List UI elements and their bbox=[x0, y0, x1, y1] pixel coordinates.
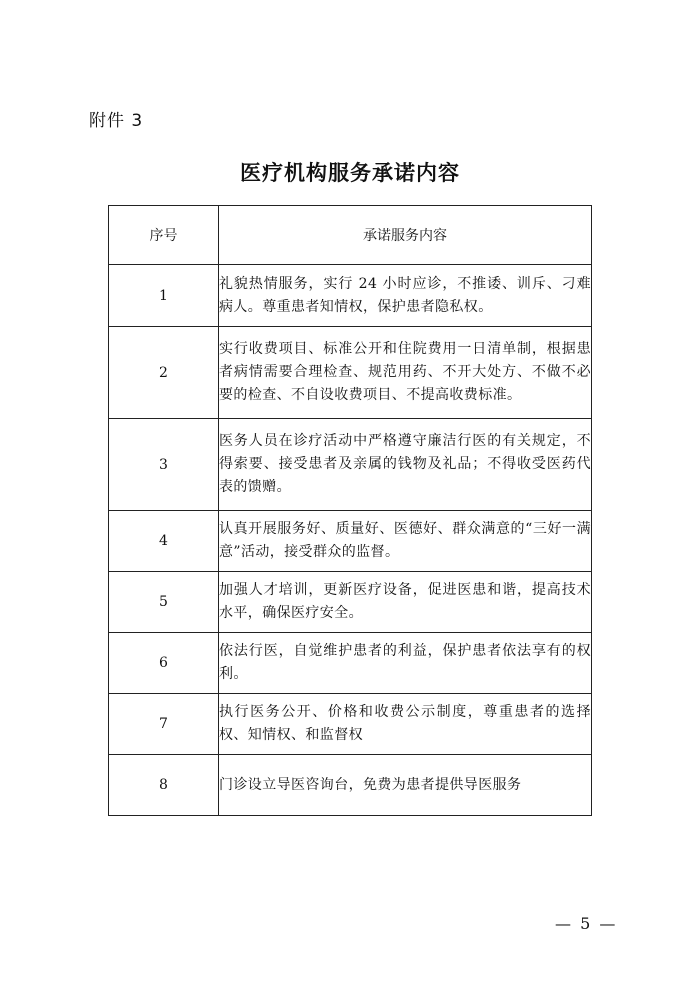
row-number: 4 bbox=[109, 511, 219, 572]
row-content: 依法行医，自觉维护患者的利益，保护患者依法享有的权利。 bbox=[219, 633, 592, 694]
row-number: 1 bbox=[109, 265, 219, 327]
row-content: 门诊设立导医咨询台，免费为患者提供导医服务 bbox=[219, 755, 592, 816]
table-header-row bbox=[109, 206, 592, 265]
row-content: 认真开展服务好、质量好、医德好、群众满意的“三好一满意”活动，接受群众的监督。 bbox=[219, 511, 592, 572]
table-row bbox=[109, 327, 592, 419]
header-no: 序号 bbox=[109, 206, 219, 265]
header-content: 承诺服务内容 bbox=[219, 206, 592, 265]
row-number: 2 bbox=[109, 327, 219, 419]
commitment-table bbox=[108, 205, 592, 816]
row-content: 实行收费项目、标准公开和住院费用一日清单制，根据患者病情需要合理检查、规范用药、不开大处方、不做不必要的检查、不自设收费项目、不提高收费标准。 bbox=[219, 327, 592, 419]
table-row bbox=[109, 694, 592, 755]
table-row bbox=[109, 511, 592, 572]
page-number: — 5 — bbox=[555, 914, 618, 933]
row-content: 医务人员在诊疗活动中严格遵守廉洁行医的有关规定，不得索要、接受患者及亲属的钱物及礼品；不得收受医药代表的馈赠。 bbox=[219, 419, 592, 511]
row-number: 8 bbox=[109, 755, 219, 816]
row-number: 3 bbox=[109, 419, 219, 511]
table-row bbox=[109, 419, 592, 511]
table-row bbox=[109, 572, 592, 633]
row-content: 加强人才培训，更新医疗设备，促进医患和谐，提高技术水平，确保医疗安全。 bbox=[219, 572, 592, 633]
table-row bbox=[109, 755, 592, 816]
row-content: 执行医务公开、价格和收费公示制度，尊重患者的选择权、知情权、和监督权 bbox=[219, 694, 592, 755]
table-row bbox=[109, 633, 592, 694]
row-number: 7 bbox=[109, 694, 219, 755]
attachment-label: 附件 3 bbox=[89, 111, 144, 131]
row-number: 6 bbox=[109, 633, 219, 694]
table-row bbox=[109, 265, 592, 327]
row-number: 5 bbox=[109, 572, 219, 633]
document-title: 医疗机构服务承诺内容 bbox=[240, 160, 460, 185]
row-content: 礼貌热情服务，实行 24 小时应诊，不推诿、训斥、刁难病人。尊重患者知情权，保护患者隐私权。 bbox=[219, 265, 592, 327]
